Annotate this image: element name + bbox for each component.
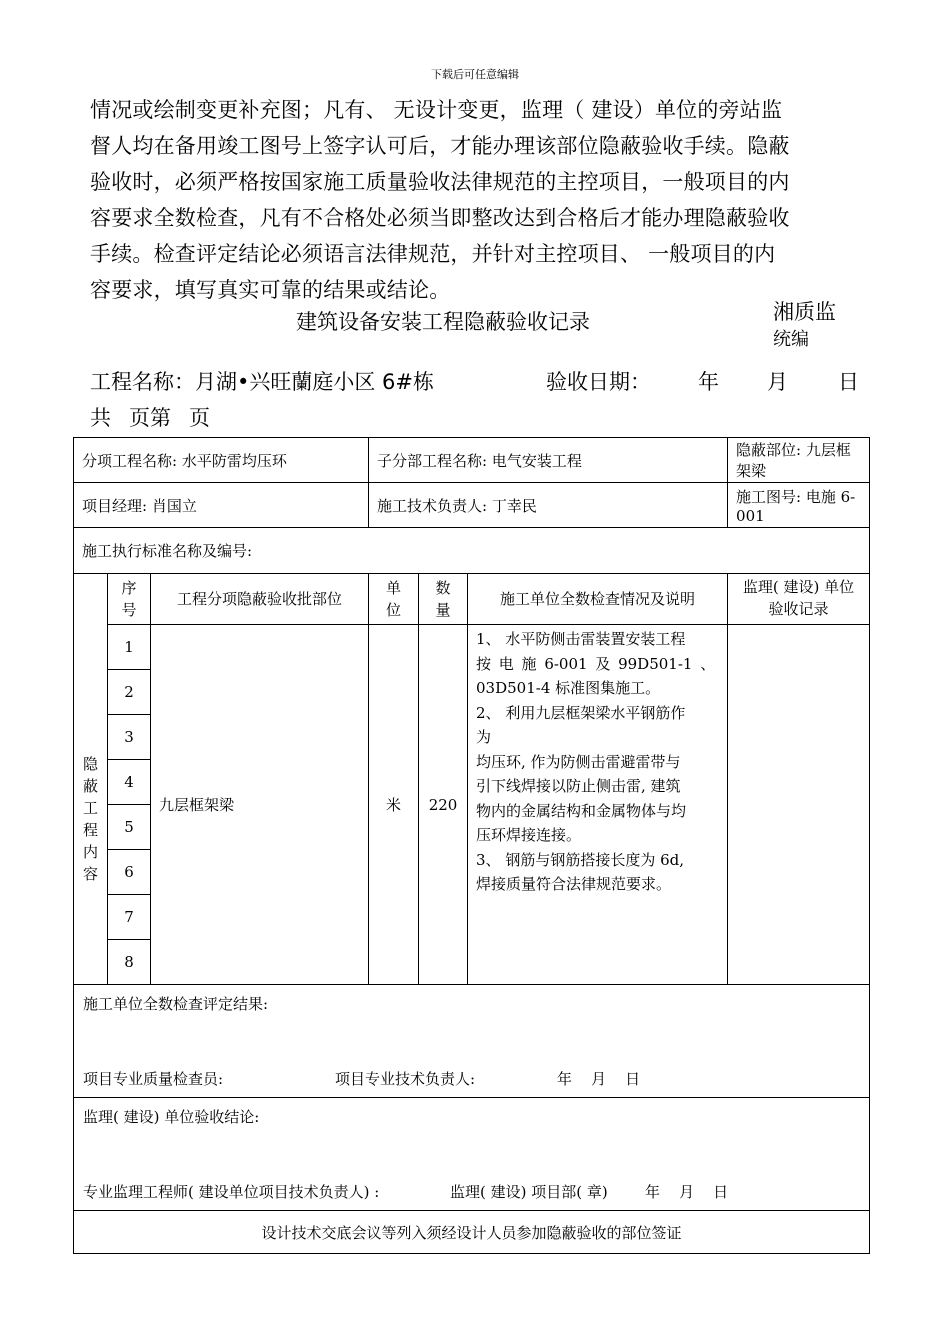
vertical-char: 内 bbox=[82, 843, 98, 861]
vertical-char: 蔽 bbox=[82, 777, 98, 795]
unit-value: 米 bbox=[369, 625, 419, 985]
project-name: 工程名称：月湖•兴旺蘭庭小区 6#栋 bbox=[90, 370, 435, 394]
supervision-signatures bbox=[83, 1181, 728, 1202]
seq-number: 5 bbox=[108, 805, 151, 850]
seq-number: 3 bbox=[108, 715, 151, 760]
tech-lead-label: 项目专业技术负责人: bbox=[335, 1070, 476, 1088]
desc-line: 3、 钢筋与钢筋搭接长度为 6d, bbox=[476, 850, 685, 869]
col-header-seq: 序 号 bbox=[108, 574, 151, 625]
check-description bbox=[468, 625, 728, 985]
acceptance-date-label: 验收日期： bbox=[546, 370, 651, 394]
desc-line: 均压环, 作为防侧击雷避雷带与 bbox=[476, 752, 681, 771]
standard-name: 施工执行标准名称及编号: bbox=[74, 528, 870, 574]
header-note: 下载后可任意编辑 bbox=[431, 68, 519, 81]
seq-number: 6 bbox=[108, 850, 151, 895]
code-line-1: 湘质监 bbox=[773, 300, 836, 324]
hidden-work-label bbox=[74, 574, 108, 985]
intro-line: 容要求，填写真实可靠的结果或结论。 bbox=[90, 278, 451, 302]
inspection-record-table bbox=[73, 437, 870, 1254]
page-end: 页 bbox=[189, 406, 210, 430]
supervision-date: 年 月 日 bbox=[645, 1183, 729, 1201]
page-mid: 页第 bbox=[129, 406, 171, 430]
vertical-char: 程 bbox=[82, 821, 98, 839]
desc-line: 物内的金属结构和金属物体与均 bbox=[476, 801, 687, 820]
desc-line: 引下线焊接以防止侧击雷, 建筑 bbox=[476, 777, 681, 795]
date-year: 年 bbox=[698, 370, 719, 394]
hidden-part: 隐蔽部位: 九层框架梁 bbox=[728, 438, 870, 483]
code-line-2: 统编 bbox=[773, 329, 809, 350]
qty-value: 220 bbox=[419, 625, 468, 985]
vertical-char: 工 bbox=[82, 799, 98, 817]
col-header-qty: 数 量 bbox=[419, 574, 468, 625]
evaluation-title: 施工单位全数检查评定结果: bbox=[83, 995, 269, 1013]
desc-line: 1、 水平防侧击雷装置安装工程 bbox=[476, 630, 686, 648]
desc-line: 03D501-4 标准图集施工。 bbox=[476, 679, 661, 697]
intro-line: 督人均在备用竣工图号上签字认可后，才能办理该部位隐蔽验收手续。隐蔽 bbox=[90, 134, 790, 158]
supervision-record bbox=[728, 625, 870, 985]
document-title: 建筑设备安装工程隐蔽验收记录 bbox=[296, 310, 590, 334]
seq-number: 7 bbox=[108, 895, 151, 940]
project-manager: 项目经理: 肖国立 bbox=[74, 483, 369, 528]
page-count-line bbox=[90, 402, 228, 432]
intro-line: 手续。检查评定结论必须语言法律规范，并针对主控项目、 一般项目的内 bbox=[90, 242, 776, 266]
col-header-unit: 单 位 bbox=[369, 574, 419, 625]
document-code bbox=[773, 298, 836, 354]
desc-line: 2、 利用九层框架梁水平钢筋作 bbox=[476, 703, 686, 722]
intro-line: 验收时，必须严格按国家施工质量验收法律规范的主控项目，一般项目的内 bbox=[90, 170, 790, 194]
desc-line: 压环焊接连接。 bbox=[476, 826, 582, 844]
tech-lead: 施工技术负责人: 丁幸民 bbox=[369, 483, 728, 528]
supervision-dept-label: 监理( 建设) 项目部( 章) bbox=[450, 1183, 608, 1201]
quality-inspector-label: 项目专业质量检查员: bbox=[83, 1070, 224, 1088]
seq-number: 2 bbox=[108, 670, 151, 715]
part-value: 九层框架梁 bbox=[151, 625, 369, 985]
col-header-part: 工程分项隐蔽验收批部位 bbox=[151, 574, 369, 625]
vertical-char: 容 bbox=[82, 865, 98, 883]
seq-number: 4 bbox=[108, 760, 151, 805]
supervision-conclusion-section bbox=[74, 1098, 870, 1211]
col-header-check: 施工单位全数检查情况及说明 bbox=[468, 574, 728, 625]
date-month: 月 bbox=[767, 370, 788, 394]
sub-item-name: 分项工程名称: 水平防雷均压环 bbox=[74, 438, 369, 483]
vertical-char: 隐 bbox=[82, 755, 98, 773]
seq-number: 8 bbox=[108, 940, 151, 985]
desc-line: 按 电 施 6-001 及 99D501-1 、 bbox=[476, 654, 716, 673]
desc-line: 焊接质量符合法律规范要求。 bbox=[476, 875, 672, 893]
supervision-title: 监理( 建设) 单位验收结论: bbox=[83, 1108, 260, 1126]
col-header-supervision: 监理( 建设) 单位 验收记录 bbox=[728, 574, 870, 625]
drawing-number: 施工图号: 电施 6-001 bbox=[728, 483, 870, 528]
seq-number: 1 bbox=[108, 625, 151, 670]
date-day: 日 bbox=[838, 370, 859, 394]
evaluation-signatures bbox=[83, 1068, 640, 1089]
construction-evaluation-section bbox=[74, 985, 870, 1098]
design-signoff-note: 设计技术交底会议等列入须经设计人员参加隐蔽验收的部位签证 bbox=[74, 1211, 870, 1254]
page-total: 共 bbox=[90, 406, 111, 430]
intro-line: 情况或绘制变更补充图；凡有、 无设计变更，监理（ 建设）单位的旁站监 bbox=[90, 98, 783, 122]
desc-line: 为 bbox=[476, 728, 492, 746]
evaluation-date: 年 月 日 bbox=[557, 1070, 641, 1088]
intro-paragraph bbox=[90, 92, 865, 308]
supervision-engineer-label: 专业监理工程师( 建设单位项目技术负责人) : bbox=[83, 1183, 380, 1201]
sub-division-name: 子分部工程名称: 电气安装工程 bbox=[369, 438, 728, 483]
intro-line: 容要求全数检查，凡有不合格处必须当即整改达到合格后才能办理隐蔽验收 bbox=[90, 206, 790, 230]
